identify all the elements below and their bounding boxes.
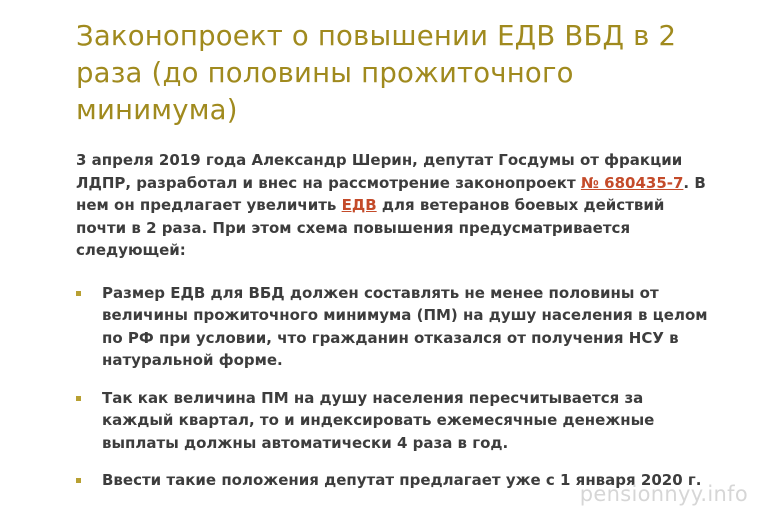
intro-text-3: для ветеранов боевых действий почти в 2 раза. При этом схема повышения предусматривается следующей:	[76, 196, 665, 259]
list-item-text: Ввести такие положения депутат предлагает уже с 1 января 2020 г.	[102, 471, 702, 489]
intro-paragraph	[76, 149, 716, 262]
intro-text-2: . В нем он предлагает увеличить	[76, 173, 706, 214]
proposal-list	[76, 282, 716, 492]
intro-text-1: 3 апреля 2019 года Александр Шерин, депутат Госдумы от фракции ЛДПР, разработал и внес на рассмотрение законопроект	[76, 151, 683, 192]
bill-number-link[interactable]: № 680435-7	[580, 173, 684, 192]
list-item	[76, 387, 716, 455]
edv-link[interactable]: ЕДВ	[341, 196, 377, 214]
list-item-text: Размер ЕДВ для ВБД должен составлять не менее половины от величины прожиточного минимума (ПМ) на душу населения в целом по РФ при условии, что гражданин отказался от получения НСУ в натуральной форме.	[102, 283, 708, 369]
article-title: Законопроект о повышении ЕДВ ВБД в 2 раза (до половины прожиточного минимума)	[76, 20, 677, 126]
site-watermark: pensionnyy.info	[579, 482, 748, 506]
article	[76, 18, 716, 507]
list-item-text: Так как величина ПМ на душу населения пересчитывается за каждый квартал, то и индексировать ежемесячные денежные выплаты должны автоматически 4 раза в год.	[102, 388, 655, 452]
square-bullet-icon	[76, 291, 81, 296]
list-item	[76, 282, 716, 372]
square-bullet-icon	[76, 396, 81, 401]
square-bullet-icon	[76, 478, 81, 483]
